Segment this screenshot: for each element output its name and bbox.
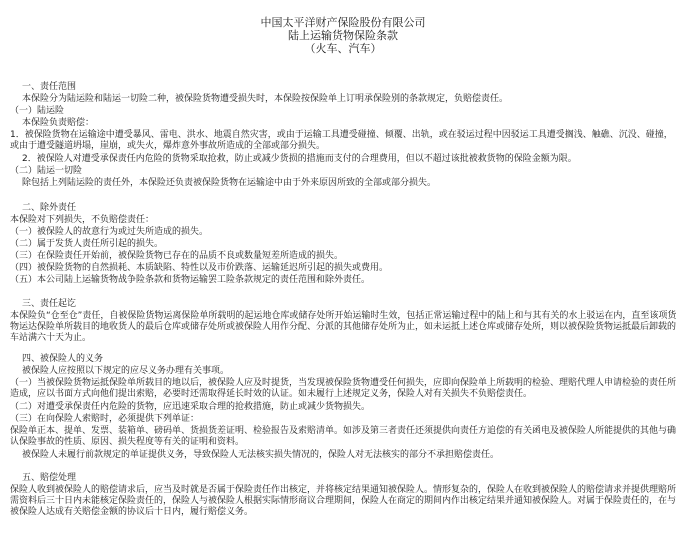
subsection-heading: （一）陆运险 [10,106,65,116]
paragraph-line: 2．被保险人对遭受承保责任内危险的货物采取抢救，防止或减少货损的措施而支付的合理费用，但以不超过该批被救货物的保险金额为限。 [22,154,577,164]
paragraph-line: 保险人收到被保险人的赔偿请求后，应当及时就是否属于保险责任作出核定，并将核定结果通知被保险人。情形复杂的，保险人在收到被保险人的赔偿请求并提供理赔所需资料后三十日内未能核定保险责任的，保险人与被保险人根据实际情形商议合理期间，保险人在商定的期间内作出核定结果并通知被保险人。对属于保险责任的，在与被保险人达成有关赔偿金额的协议后十日内，履行赔偿义务。 [10,485,677,517]
paragraph-line: 本保险负责赔偿： [22,118,95,128]
subsection-heading: （二）陆运一切险 [10,166,83,176]
list-item: （二）属于发货人责任所引起的损失。 [10,239,164,249]
paragraph-line: 本保险分为陆运险和陆运一切险二种，被保险货物遭受损失时，本保险按保险单上订明承保险别的条款规定，负赔偿责任。 [22,94,509,104]
paragraph-line: （二）对遭受承保责任内危险的货物，应迅速采取合理的抢救措施，防止或减少货物损失。 [10,402,371,412]
section-heading: 三、责任起讫 [22,299,77,309]
document-title: 陆上运输货物保险条款 [288,29,398,42]
paragraph-line: （一）当被保险货物运抵保险单所载目的地以后，被保险人应及时提货，当发现被保险货物遭受任何损失，应即向保险单上所载明的检验、理赔代理人申请检验的责任所造成，应以书面方式向他们提出索赔，必要时还需取得延长时效的认证。如未履行上述规定义务，保险人对有关损失不负赔偿责任。 [10,378,677,399]
paragraph-line: 保险单正本、提单、发票、装箱单、磅码单、货损货差证明、检验报告及索赔清单。如涉及第三者责任还须提供向责任方追偿的有关函电及被保险人所能提供的其他与确认保险事故的性质、原因、损失程度等有关的证明和资料。 [10,426,677,447]
list-item: （四）被保险货物的自然损耗、本质缺陷、特性以及市价跌落、运输延迟所引起的损失或费用。 [10,263,389,273]
list-item: （三）在保险责任开始前，被保险货物已存在的品质不良或数量短差所造成的损失。 [10,251,344,261]
paragraph-line: 本保险负“仓至仓”责任，自被保险货物运离保险单所载明的起运地仓库或储存处所开始运输时生效，包括正常运输过程中的陆上和与其有关的水上驳运在内，直至该项货物运达保险单所载目的地收货人的最后仓库或储存处所或被保险人用作分配、分派的其他储存处所为止，如未运抵上述仓库或储存处所，则以被保险货物运抵最后卸载的车站满六十天为止。 [10,311,677,343]
section-heading: 二、除外责任 [22,203,77,213]
section-heading: 四、被保险人的义务 [22,354,104,364]
list-item: （一）被保险人的故意行为或过失所造成的损失。 [10,227,209,237]
paragraph-line: 本保险对下列损失，不负赔偿责任： [10,215,155,225]
list-item: （五）本公司陆上运输货物战争险条款和货物运输罢工险条款规定的责任范围和除外责任。 [10,275,371,285]
paragraph-line: 被保险人应按照以下规定的应尽义务办理有关事项。 [22,366,230,376]
paragraph-line: 1．被保险货物在运输途中遭受暴风、雷电、洪水、地震自然灾害，或由于运输工具遭受碰撞、倾覆、出轨，或在驳运过程中因驳运工具遭受搁浅、触礁、沉没、碰撞，或由于遭受隧道坍塌，崖崩，或失火，爆炸意外事故所造成的全部或部分损失。 [10,130,673,151]
document-subtitle: （火车、汽车） [304,42,382,55]
paragraph-line: 除包括上列陆运险的责任外，本保险还负责被保险货物在运输途中由于外来原因所致的全部或部分损失。 [22,178,437,188]
section-heading: 五、赔偿处理 [22,473,77,483]
company-name: 中国太平洋财产保险股份有限公司 [260,16,426,29]
paragraph-line: （三）在向保险人索赔时，必须提供下列单证： [10,414,200,424]
paragraph-line: 被保险人未履行前款规定的单证提供义务，导致保险人无法核实损失情况的，保险人对无法核实的部分不承担赔偿责任。 [22,450,500,460]
section-heading: 一、责任范围 [22,82,77,92]
